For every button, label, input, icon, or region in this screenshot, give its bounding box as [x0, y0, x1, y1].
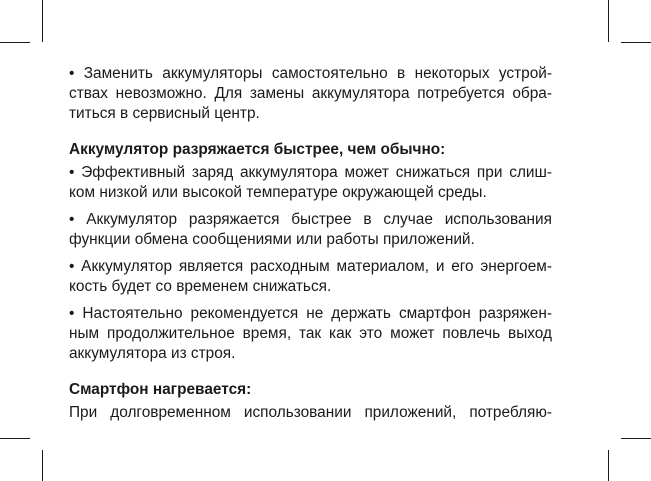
text-line: функции обмена сообщениями или работы приложений.	[69, 231, 475, 248]
bullet-item-consumable	[69, 257, 552, 297]
text-line: ком низкой или высокой температуре окружающей среды.	[69, 184, 487, 201]
section-heading-overheating: Смартфон нагревается:	[69, 381, 252, 398]
crop-mark-bottom-right-horizontal	[621, 438, 651, 439]
crop-mark-bottom-right-vertical	[608, 450, 609, 481]
text-line: • Заменить аккумуляторы самостоятельно в некоторых устрой-	[69, 65, 552, 82]
crop-mark-top-right-horizontal	[621, 42, 651, 43]
overheating-paragraph	[69, 403, 552, 423]
section-heading-battery-drain: Аккумулятор разряжается быстрее, чем обычно:	[69, 141, 446, 158]
text-line: ствах невозможно. Для замены аккумулятора потребуется обра-	[69, 85, 552, 102]
bullet-item-temperature	[69, 163, 552, 203]
bullet-item-messaging	[69, 210, 552, 250]
text-line: • Аккумулятор разряжается быстрее в случае использования	[69, 211, 552, 228]
text-line: аккумулятора из строя.	[69, 345, 236, 362]
text-line: При долговременном использовании приложений, потребляю-	[69, 404, 552, 421]
battery-replacement-paragraph	[69, 64, 552, 124]
text-line: ным продолжительное время, так как это может повлечь выход	[69, 325, 552, 342]
text-line: титься в сервисный центр.	[69, 105, 260, 122]
document-page	[69, 64, 552, 423]
text-line: • Настоятельно рекомендуется не держать смартфон разряжен-	[69, 305, 552, 322]
crop-mark-bottom-left-horizontal	[0, 438, 30, 439]
text-line: кость будет со временем снижаться.	[69, 278, 332, 295]
crop-mark-top-left-vertical	[42, 0, 43, 42]
crop-mark-top-right-vertical	[608, 0, 609, 42]
text-line: • Аккумулятор является расходным материалом, и его энергоем-	[69, 258, 552, 275]
bullet-item-discharged	[69, 304, 552, 364]
text-line: • Эффективный заряд аккумулятора может снижаться при слиш-	[69, 164, 552, 181]
crop-mark-bottom-left-vertical	[42, 450, 43, 481]
crop-mark-top-left-horizontal	[0, 42, 30, 43]
